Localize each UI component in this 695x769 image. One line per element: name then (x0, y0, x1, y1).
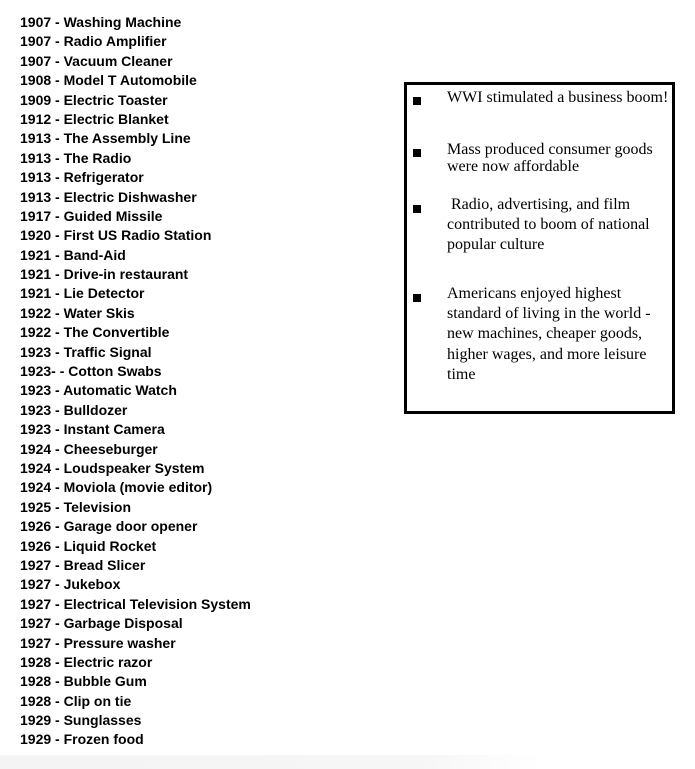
list-item: 1928 - Clip on tie (20, 692, 132, 709)
bottom-shadow-band (0, 755, 695, 769)
list-item: 1907 - Vacuum Cleaner (20, 52, 173, 69)
list-item: 1923 - Automatic Watch (20, 382, 177, 399)
list-item: 1923 - Instant Camera (20, 421, 165, 438)
list-item: 1927 - Electrical Television System (20, 595, 251, 612)
list-item: 1923 - Bulldozer (20, 401, 128, 418)
summary-bullet-text: Radio, advertising, and film contributed to boom of national popular culture (447, 196, 654, 253)
list-item: 1924 - Loudspeaker System (20, 459, 205, 476)
list-item: 1921 - Drive-in restaurant (20, 266, 189, 283)
list-item: 1927 - Jukebox (20, 576, 121, 593)
list-item: 1925 - Television (20, 498, 132, 515)
list-item: 1923- - Cotton Swabs (20, 363, 162, 380)
list-item: 1928 - Electric razor (20, 653, 153, 670)
list-item: 1927 - Pressure washer (20, 634, 176, 651)
summary-bullet-text: WWI stimulated a business boom! (447, 89, 669, 106)
list-item: 1912 - Electric Blanket (20, 110, 169, 127)
list-item: 1907 - Radio Amplifier (20, 33, 167, 50)
list-item: 1907 - Washing Machine (20, 14, 182, 30)
list-item: 1926 - Garage door opener (20, 518, 198, 535)
list-item: 1913 - The Assembly Line (20, 130, 191, 147)
list-item: 1923 - Traffic Signal (20, 343, 152, 360)
list-item: 1913 - The Radio (20, 149, 132, 166)
list-item: 1922 - Water Skis (20, 304, 135, 321)
square-bullet-icon (413, 149, 421, 157)
list-item: 1927 - Garbage Disposal (20, 615, 183, 632)
list-item: 1908 - Model T Automobile (20, 72, 197, 89)
list-item: 1928 - Bubble Gum (20, 673, 147, 690)
list-item: 1924 - Cheeseburger (20, 440, 158, 457)
summary-bullet-text: Americans enjoyed highest standard of living in the world - new machines, cheaper goods, higher wages, and more leisure time (447, 285, 651, 383)
list-item: 1929 - Frozen food (20, 731, 144, 748)
list-item: 1920 - First US Radio Station (20, 227, 212, 244)
list-item: 1927 - Bread Slicer (20, 556, 146, 573)
list-item: 1913 - Electric Dishwasher (20, 188, 197, 205)
list-item: 1926 - Liquid Rocket (20, 537, 157, 554)
summary-bullet-text: Mass produced consumer goods were now affordable (447, 141, 653, 175)
square-bullet-icon (413, 97, 421, 105)
square-bullet-icon (413, 294, 421, 302)
list-item: 1917 - Guided Missile (20, 207, 163, 224)
list-item: 1909 - Electric Toaster (20, 91, 168, 108)
list-item: 1921 - Lie Detector (20, 285, 145, 302)
list-item: 1921 - Band-Aid (20, 246, 126, 263)
list-item: 1922 - The Convertible (20, 324, 170, 341)
list-item: 1924 - Moviola (movie editor) (20, 479, 213, 496)
list-item: 1929 - Sunglasses (20, 712, 142, 729)
list-item: 1913 - Refrigerator (20, 169, 144, 186)
summary-box (404, 82, 675, 414)
square-bullet-icon (413, 205, 421, 213)
inventions-timeline-list (20, 13, 251, 750)
